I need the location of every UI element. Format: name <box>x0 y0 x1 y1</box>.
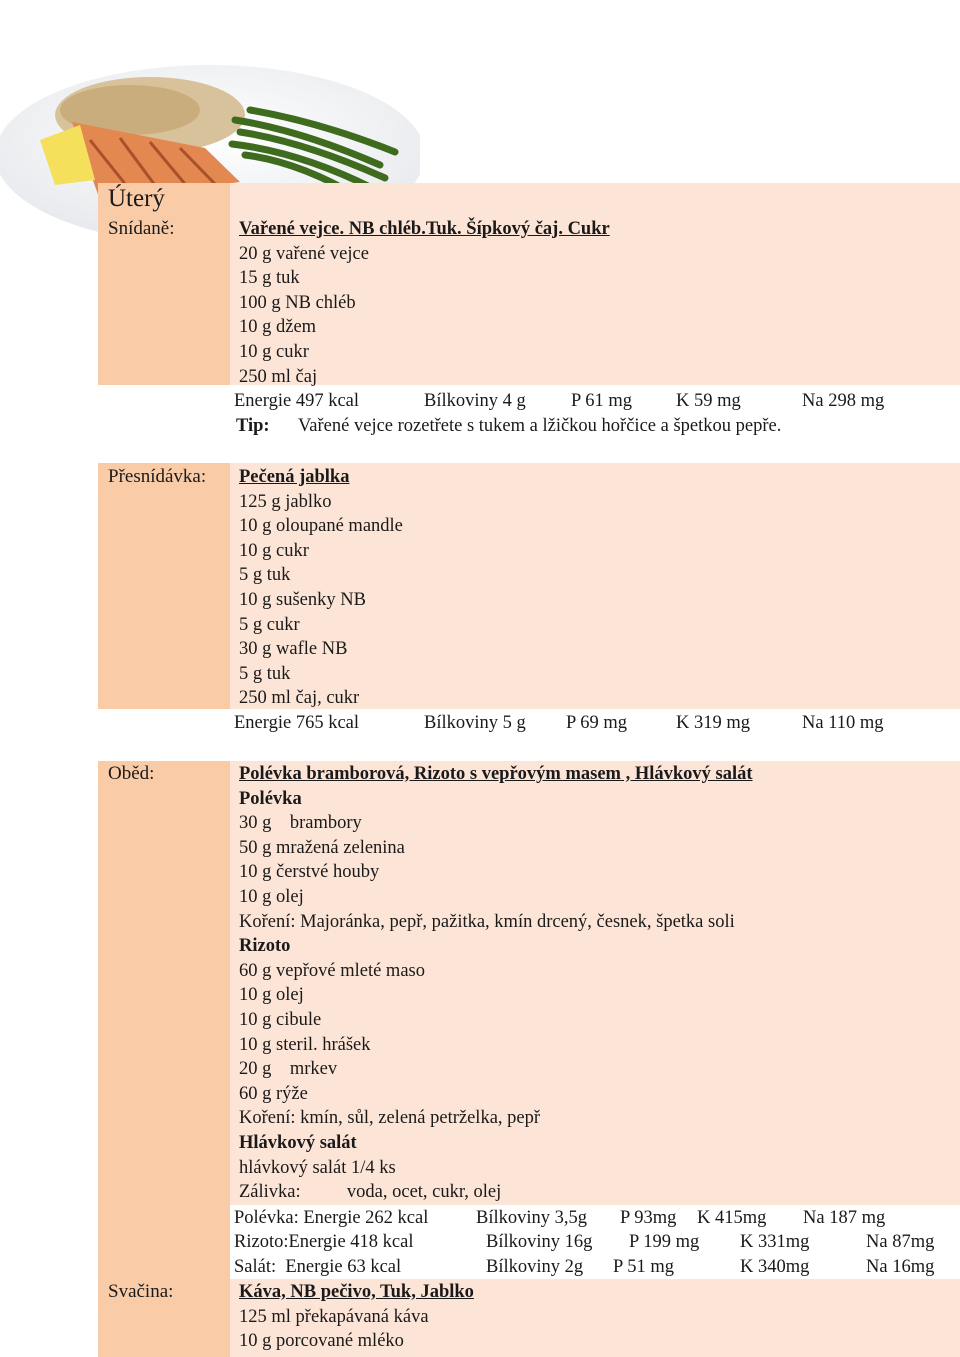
list-item: Zálivka: voda, ocet, cukr, olej <box>239 1182 502 1203</box>
breakfast-section <box>239 217 610 389</box>
sodium-value: Na 298 mg <box>802 391 885 411</box>
protein-value: Bílkoviny 5 g <box>424 713 526 733</box>
list-item: 30 g wafle NB <box>239 639 348 660</box>
list-item: 15 g tuk <box>239 268 300 289</box>
list-item: 125 ml překapávaná káva <box>239 1306 429 1327</box>
snack-section <box>239 465 403 711</box>
tip-label: Tip: <box>236 416 270 436</box>
rizoto-title: Rizoto <box>239 936 291 957</box>
list-item: 10 g cukr <box>239 540 309 561</box>
sodium-value: Na 16mg <box>866 1257 935 1277</box>
list-item: 10 g steril. hrášek <box>239 1034 371 1055</box>
list-item: 60 g vepřové mleté maso <box>239 960 425 981</box>
afternoon-section <box>239 1280 474 1354</box>
potassium-value: K 59 mg <box>676 391 741 411</box>
salad-title: Hlávkový salát <box>239 1132 357 1153</box>
list-item: 250 ml čaj <box>239 366 318 387</box>
lunch-label: Oběd: <box>108 763 155 784</box>
list-item: 250 ml čaj, cukr <box>239 688 360 709</box>
list-item: 10 g čerstvé houby <box>239 862 380 883</box>
breakfast-tip <box>236 414 781 439</box>
list-item: 10 g oloupané mandle <box>239 516 403 537</box>
energy-value: Polévka: Energie 262 kcal <box>234 1208 429 1228</box>
potassium-value: K 331mg <box>740 1232 810 1252</box>
list-item: 30 g brambory <box>239 813 362 834</box>
list-item: 5 g cukr <box>239 614 300 635</box>
breakfast-label: Snídaně: <box>108 218 175 239</box>
list-item: 60 g rýže <box>239 1083 308 1104</box>
energy-value: Energie 765 kcal <box>234 713 360 733</box>
list-item: 10 g cukr <box>239 341 309 362</box>
phosphorus-value: P 51 mg <box>613 1257 674 1277</box>
potassium-value: K 340mg <box>740 1257 810 1277</box>
soup-title: Polévka <box>239 788 302 809</box>
list-item: Koření: Majoránka, pepř, pažitka, kmín drcený, česnek, špetka soli <box>239 911 735 932</box>
potassium-value: K 319 mg <box>676 713 750 733</box>
snack-heading: Pečená jablka <box>239 467 350 487</box>
list-item: Koření: kmín, sůl, zelená petrželka, pepř <box>239 1108 541 1129</box>
list-item: 125 g jablko <box>239 491 332 512</box>
energy-value: Rizoto:Energie 418 kcal <box>234 1232 414 1252</box>
sodium-value: Na 110 mg <box>802 713 884 733</box>
list-item: 5 g tuk <box>239 663 291 684</box>
energy-value: Energie 497 kcal <box>234 391 360 411</box>
day-title: Úterý <box>108 185 165 212</box>
breakfast-heading: Vařené vejce. NB chléb.Tuk. Šípkový čaj. Cukr <box>239 219 610 239</box>
afternoon-label: Svačina: <box>108 1281 174 1302</box>
list-item: 10 g cibule <box>239 1009 322 1030</box>
protein-value: Bílkoviny 2g <box>486 1257 584 1277</box>
snack-label: Přesnídávka: <box>108 466 207 487</box>
lunch-heading: Polévka bramborová, Rizoto s vepřovým masem , Hlávkový salát <box>239 764 753 784</box>
afternoon-heading: Káva, NB pečivo, Tuk, Jablko <box>239 1282 474 1302</box>
list-item: 10 g olej <box>239 985 304 1006</box>
phosphorus-value: P 69 mg <box>566 713 627 733</box>
protein-value: Bílkoviny 4 g <box>424 391 526 411</box>
potassium-value: K 415mg <box>697 1208 767 1228</box>
list-item: 20 g vařené vejce <box>239 243 369 264</box>
list-item: 10 g džem <box>239 317 317 338</box>
list-item: 10 g porcované mléko <box>239 1331 404 1352</box>
phosphorus-value: P 199 mg <box>629 1232 700 1252</box>
list-item: 10 g sušenky NB <box>239 589 366 610</box>
phosphorus-value: P 61 mg <box>571 391 632 411</box>
list-item: 100 g NB chléb <box>239 292 356 313</box>
list-item: 50 g mražená zelenina <box>239 837 405 858</box>
energy-value: Salát: Energie 63 kcal <box>234 1257 402 1277</box>
phosphorus-value: P 93mg <box>620 1208 677 1228</box>
protein-value: Bílkoviny 16g <box>486 1232 593 1252</box>
tip-text: Vařené vejce rozetřete s tukem a lžičkou hořčice a špetkou pepře. <box>298 416 782 436</box>
sodium-value: Na 87mg <box>866 1232 935 1252</box>
list-item: hlávkový salát 1/4 ks <box>239 1157 396 1178</box>
lunch-section <box>239 762 753 1205</box>
list-item: 20 g mrkev <box>239 1059 338 1080</box>
protein-value: Bílkoviny 3,5g <box>476 1208 588 1228</box>
list-item: 5 g tuk <box>239 565 291 586</box>
list-item: 10 g olej <box>239 886 304 907</box>
sodium-value: Na 187 mg <box>803 1208 886 1228</box>
